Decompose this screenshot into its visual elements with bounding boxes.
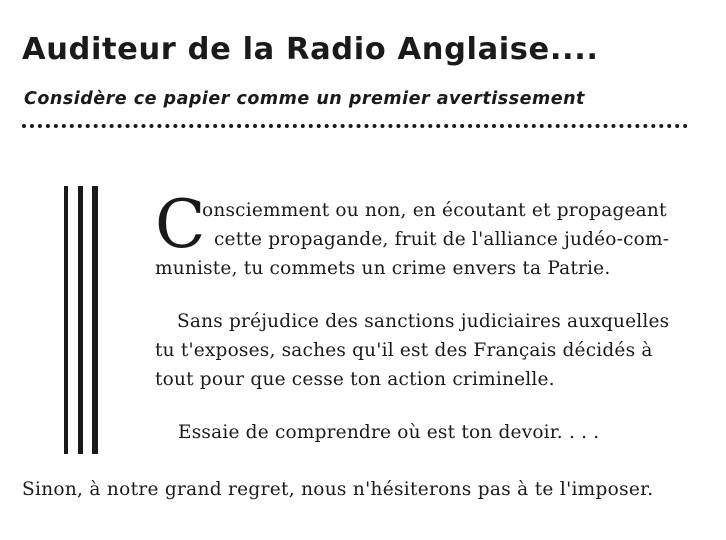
decorative-bars — [64, 186, 100, 454]
paragraph-1 — [155, 186, 695, 286]
paragraph-line: Sans préjudice des sanctions judiciaires auxquelles — [177, 311, 670, 332]
paragraph-line: tout pour que cesse ton action criminelle. — [155, 369, 555, 390]
paragraph-line: muniste, tu commets un crime envers ta Patrie. — [155, 258, 611, 279]
decorative-bar — [64, 186, 68, 454]
closing-line: Sinon, à notre grand regret, nous n'hésiterons pas à te l'imposer. — [22, 479, 654, 500]
paragraph-line: tu t'exposes, saches qu'il est des Français décidés à — [155, 340, 653, 361]
document-title: Auditeur de la Radio Anglaise.... — [22, 32, 599, 67]
paragraph-3: Essaie de comprendre où est ton devoir. . . . — [178, 422, 600, 443]
dotted-divider — [22, 124, 688, 128]
paragraph-line: onsciemment ou non, en écoutant et propageant — [202, 200, 667, 221]
drop-cap: C — [155, 186, 206, 263]
decorative-bar — [92, 186, 98, 454]
document-subtitle: Considère ce papier comme un premier avertissement — [24, 89, 585, 109]
paragraph-2 — [155, 307, 695, 394]
decorative-bar — [78, 186, 83, 454]
paragraph-line: cette propagande, fruit de l'alliance judéo-com- — [214, 229, 670, 250]
